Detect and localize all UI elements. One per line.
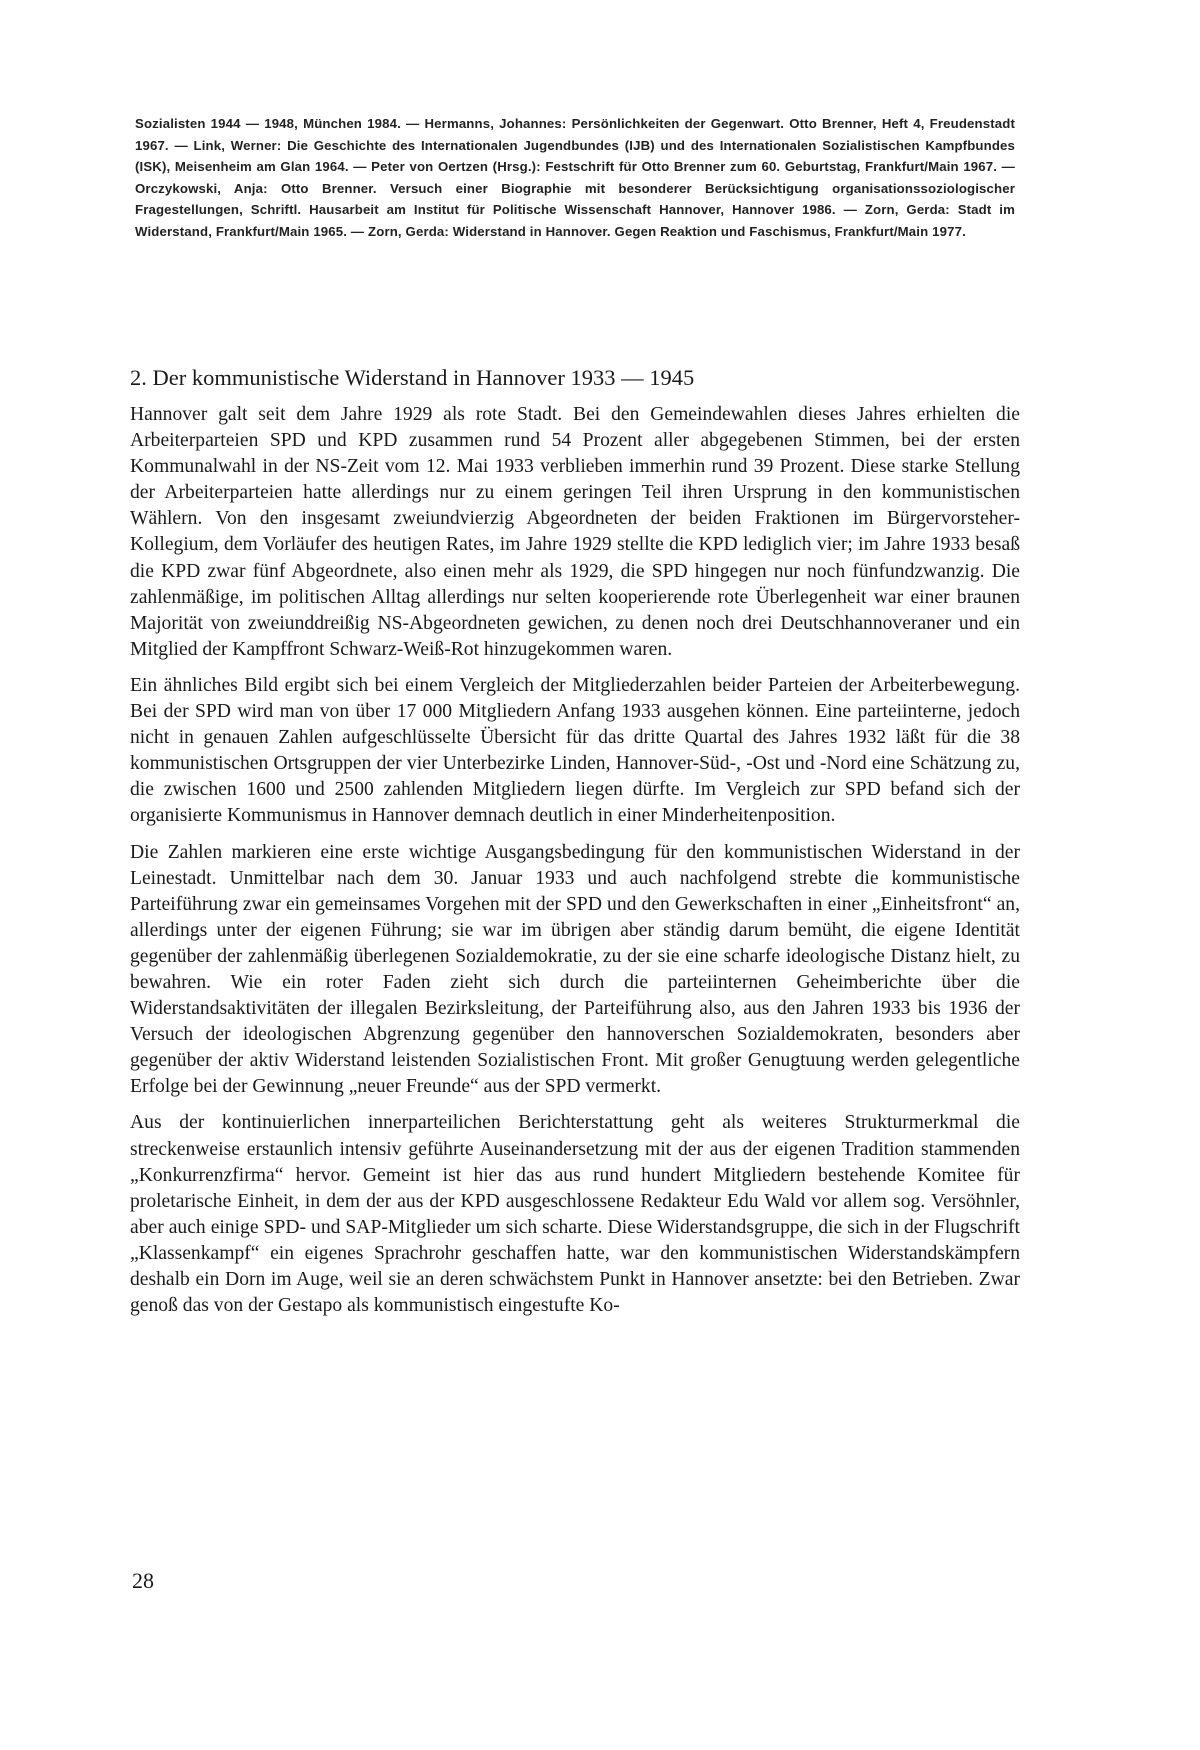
page-number: 28 <box>132 1568 154 1593</box>
section-heading: 2. Der kommunistische Widerstand in Hannover 1933 — 1945 <box>130 365 695 390</box>
paragraph: Die Zahlen markieren eine erste wichtige Ausgangsbedingung für den kommunistischen Widerstand in der Leinestadt. Unmittelbar nach dem 30. Januar 1933 und auch nachfolgend strebte die kommunistische Parteiführung zwar ein gemeinsames Vorgehen mit der SPD und den Gewerkschaften in einer „Einheitsfront“ an, allerdings unter der eigenen Führung; sie war im übrigen aber ständig darum bemüht, die eigene Identität gegenüber der zahlenmäßig überlegenen Sozialdemokratie, zu der sie eine scharfe ideologische Distanz hielt, zu bewahren. Wie ein roter Faden zieht sich durch die parteiinternen Geheimberichte über die Widerstandsaktivitäten der illegalen Bezirksleitung, der Parteiführung also, aus den Jahren 1933 bis 1936 der Versuch der ideologischen Abgrenzung gegenüber den hannoverschen Sozialdemokraten, besonders aber gegenüber der aktiv Widerstand leistenden Sozialistischen Front. Mit großer Genugtuung werden gelegentliche Erfolge bei der Gewinnung „neuer Freunde“ aus der SPD vermerkt. <box>130 841 1020 1098</box>
paragraph: Hannover galt seit dem Jahre 1929 als rote Stadt. Bei den Gemeindewahlen dieses Jahres erhielten die Arbeiterparteien SPD und KPD zusammen rund 54 Prozent aller abgegebenen Stimmen, bei der ersten Kommunalwahl in der NS-Zeit vom 12. Mai 1933 verblieben immerhin rund 39 Prozent. Diese starke Stellung der Arbeiterparteien hatte allerdings nur zu einem geringen Teil ihren Ursprung in den kommunistischen Wählern. Von den insgesamt zweiundvierzig Abgeordneten der beiden Fraktionen im Bürgervorsteher-Kollegium, dem Vorläufer des heutigen Rates, im Jahre 1929 stellte die KPD lediglich vier; im Jahre 1933 besaß die KPD zwar fünf Abgeordnete, also einen mehr als 1929, die SPD hingegen nur noch fünfundzwanzig. Die zahlenmäßige, im politischen Alltag allerdings nur selten kooperierende rote Überlegenheit war einer braunen Majorität von zweiunddreißig NS-Abgeordneten gewichen, zu denen noch drei Deutschhannoveraner und ein Mitglied der Kampffront Schwarz-Weiß-Rot hinzugekommen waren. <box>130 404 1020 660</box>
bibliography-footnote: Sozialisten 1944 — 1948, München 1984. — Hermanns, Johannes: Persönlichkeiten der Gegenwart. Otto Brenner, Heft 4, Freudenstadt 1967. — Link, Werner: Die Geschichte des Internationalen Jugendbundes (IJB) und des Internationalen Sozialistischen Kampfbundes (ISK), Meisenheim am Glan 1964. — Peter von Oertzen (Hrsg.): Festschrift für Otto Brenner zum 60. Geburtstag, Frankfurt/Main 1967. — Orczykowski, Anja: Otto Brenner. Versuch einer Biographie mit besonderer Berücksichtigung organisationssoziologischer Fragestellungen, Schriftl. Hausarbeit am Institut für Politische Wissenschaft Hannover, Hannover 1986. — Zorn, Gerda: Stadt im Widerstand, Frankfurt/Main 1965. — Zorn, Gerda: Widerstand in Hannover. Gegen Reaktion und Faschismus, Frankfurt/Main 1977. <box>135 116 1015 239</box>
paragraph: Ein ähnliches Bild ergibt sich bei einem Vergleich der Mitgliederzahlen beider Parteien der Arbeiterbewegung. Bei der SPD wird man von über 17 000 Mitgliedern Anfang 1933 ausgehen können. Eine parteiinterne, jedoch nicht in genauen Zahlen aufgeschlüsselte Übersicht für das dritte Quartal des Jahres 1932 läßt für die 38 kommunistischen Ortsgruppen der vier Unterbezirke Linden, Hannover-Süd-, -Ost und -Nord eine Schätzung zu, die zwischen 1600 und 2500 zahlenden Mitgliedern liegen dürfte. Im Vergleich zur SPD befand sich der organisierte Kommunismus in Hannover demnach deutlich in einer Minderheitenposition. <box>130 674 1020 827</box>
body-text <box>130 402 1020 1329</box>
paragraph: Aus der kontinuierlichen innerparteilichen Berichterstattung geht als weiteres Strukturmerkmal die streckenweise erstaunlich intensiv geführte Auseinandersetzung mit der aus der eigenen Tradition stammenden „Konkurrenzfirma“ hervor. Gemeint ist hier das aus rund hundert Mitgliedern bestehende Komitee für proletarische Einheit, in dem der aus der KPD ausgeschlossene Redakteur Edu Wald vor allem sog. Versöhnler, aber auch einige SPD- und SAP-Mitglieder um sich scharte. Diese Widerstandsgruppe, die sich in der Flugschrift „Klassenkampf“ ein eigenes Sprachrohr geschaffen hatte, war den kommunistischen Widerstandskämpfern deshalb ein Dorn im Auge, weil sie an deren schwächstem Punkt in Hannover ansetzte: bei den Betrieben. Zwar genoß das von der Gestapo als kommunistisch eingestufte Ko- <box>130 1112 1020 1317</box>
